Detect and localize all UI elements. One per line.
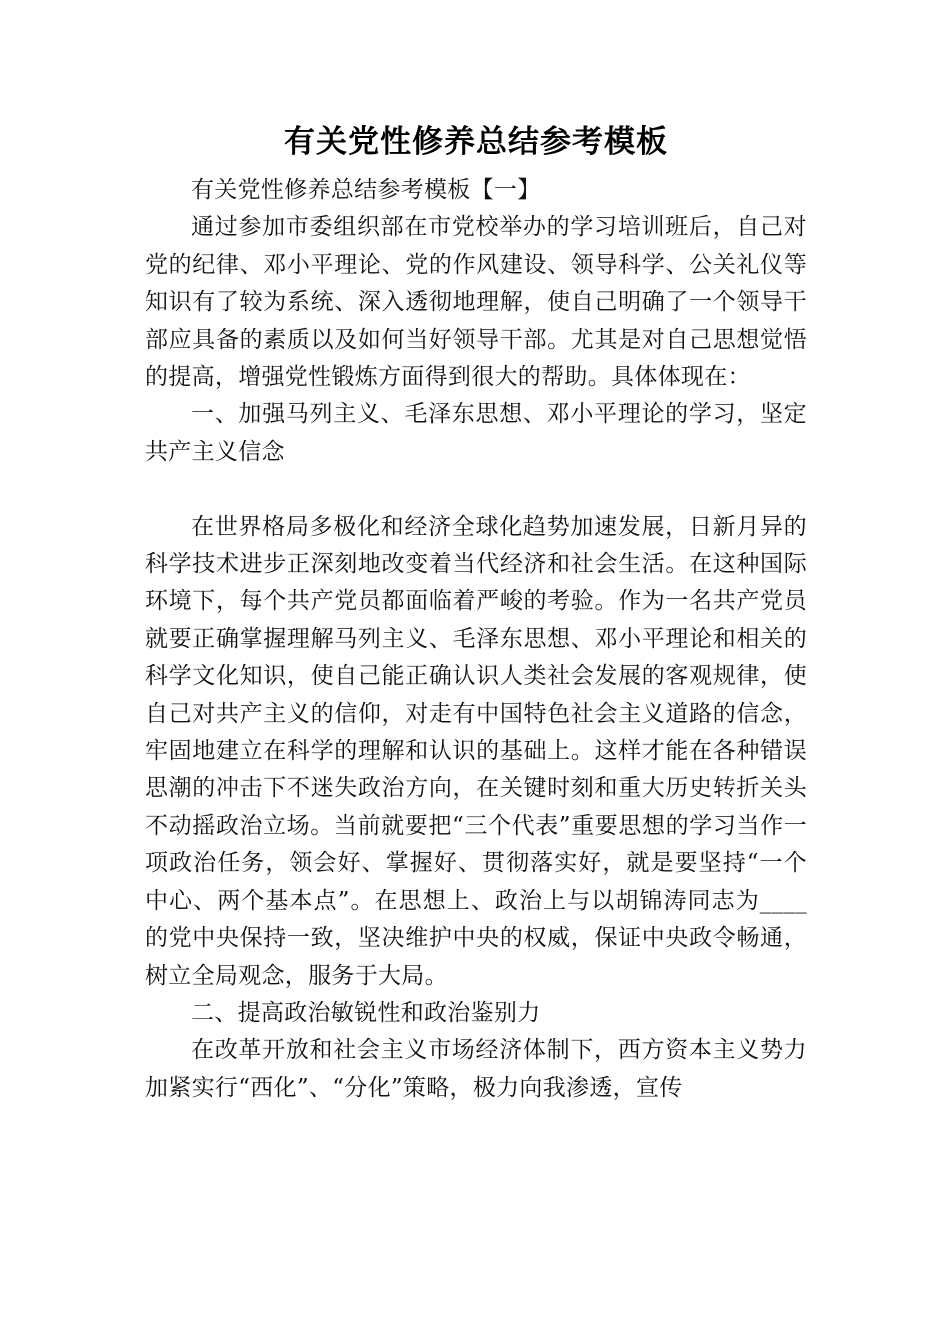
point-one-body: 在世界格局多极化和经济全球化趋势加速发展，日新月异的科学技术进步正深刻地改变着当代经济和社会生活。在这种国际环境下，每个共产党员都面临着严峻的考验。作为一名共产党员就要正确掌握理解马列主义、毛泽东思想、邓小平理论和相关的科学文化知识，使自己能正确认识人类社会发展的客观规律，使自己对共产主义的信仰，对走有中国特色社会主义道路的信念，牢固地建立在科学的理解和认识的基础上。这样才能在各种错误思潮的冲击下不迷失政治方向，在关键时刻和重大历史转折关头不动摇政治立场。当前就要把“三个代表”重要思想的学习当作一项政治任务，领会好、掌握好、贯彻落实好，就是要坚持“一个中心、两个基本点”。在思想上、政治上与以胡锦涛同志为____的党中央保持一致，坚决维护中央的权威，保证中央政令畅通，树立全局观念，服务于大局。 xyxy=(145,513,807,989)
section-heading: 有关党性修养总结参考模板【一】 xyxy=(191,177,541,203)
point-one-heading: 一、加强马列主义、毛泽东思想、邓小平理论的学习，坚定共产主义信念 xyxy=(145,401,807,465)
document-page xyxy=(145,112,807,1107)
blank-line xyxy=(145,471,807,508)
document-title: 有关党性修养总结参考模板 xyxy=(284,124,668,160)
point-two-heading: 二、提高政治敏锐性和政治鉴别力 xyxy=(191,999,541,1026)
point-two-body: 在改革开放和社会主义市场经济体制下，西方资本主义势力加紧实行“西化”、“分化”策略，极力向我渗透，宣传 xyxy=(145,1037,807,1101)
intro-paragraph: 通过参加市委组织部在市党校举办的学习培训班后，自己对党的纪律、邓小平理论、党的作风建设、领导科学、公关礼仪等知识有了较为系统、深入透彻地理解，使自己明确了一个领导干部应具备的素质以及如何当好领导干部。尤其是对自己思想觉悟的提高，增强党性锻炼方面得到很大的帮助。具体体现在： xyxy=(145,214,807,391)
